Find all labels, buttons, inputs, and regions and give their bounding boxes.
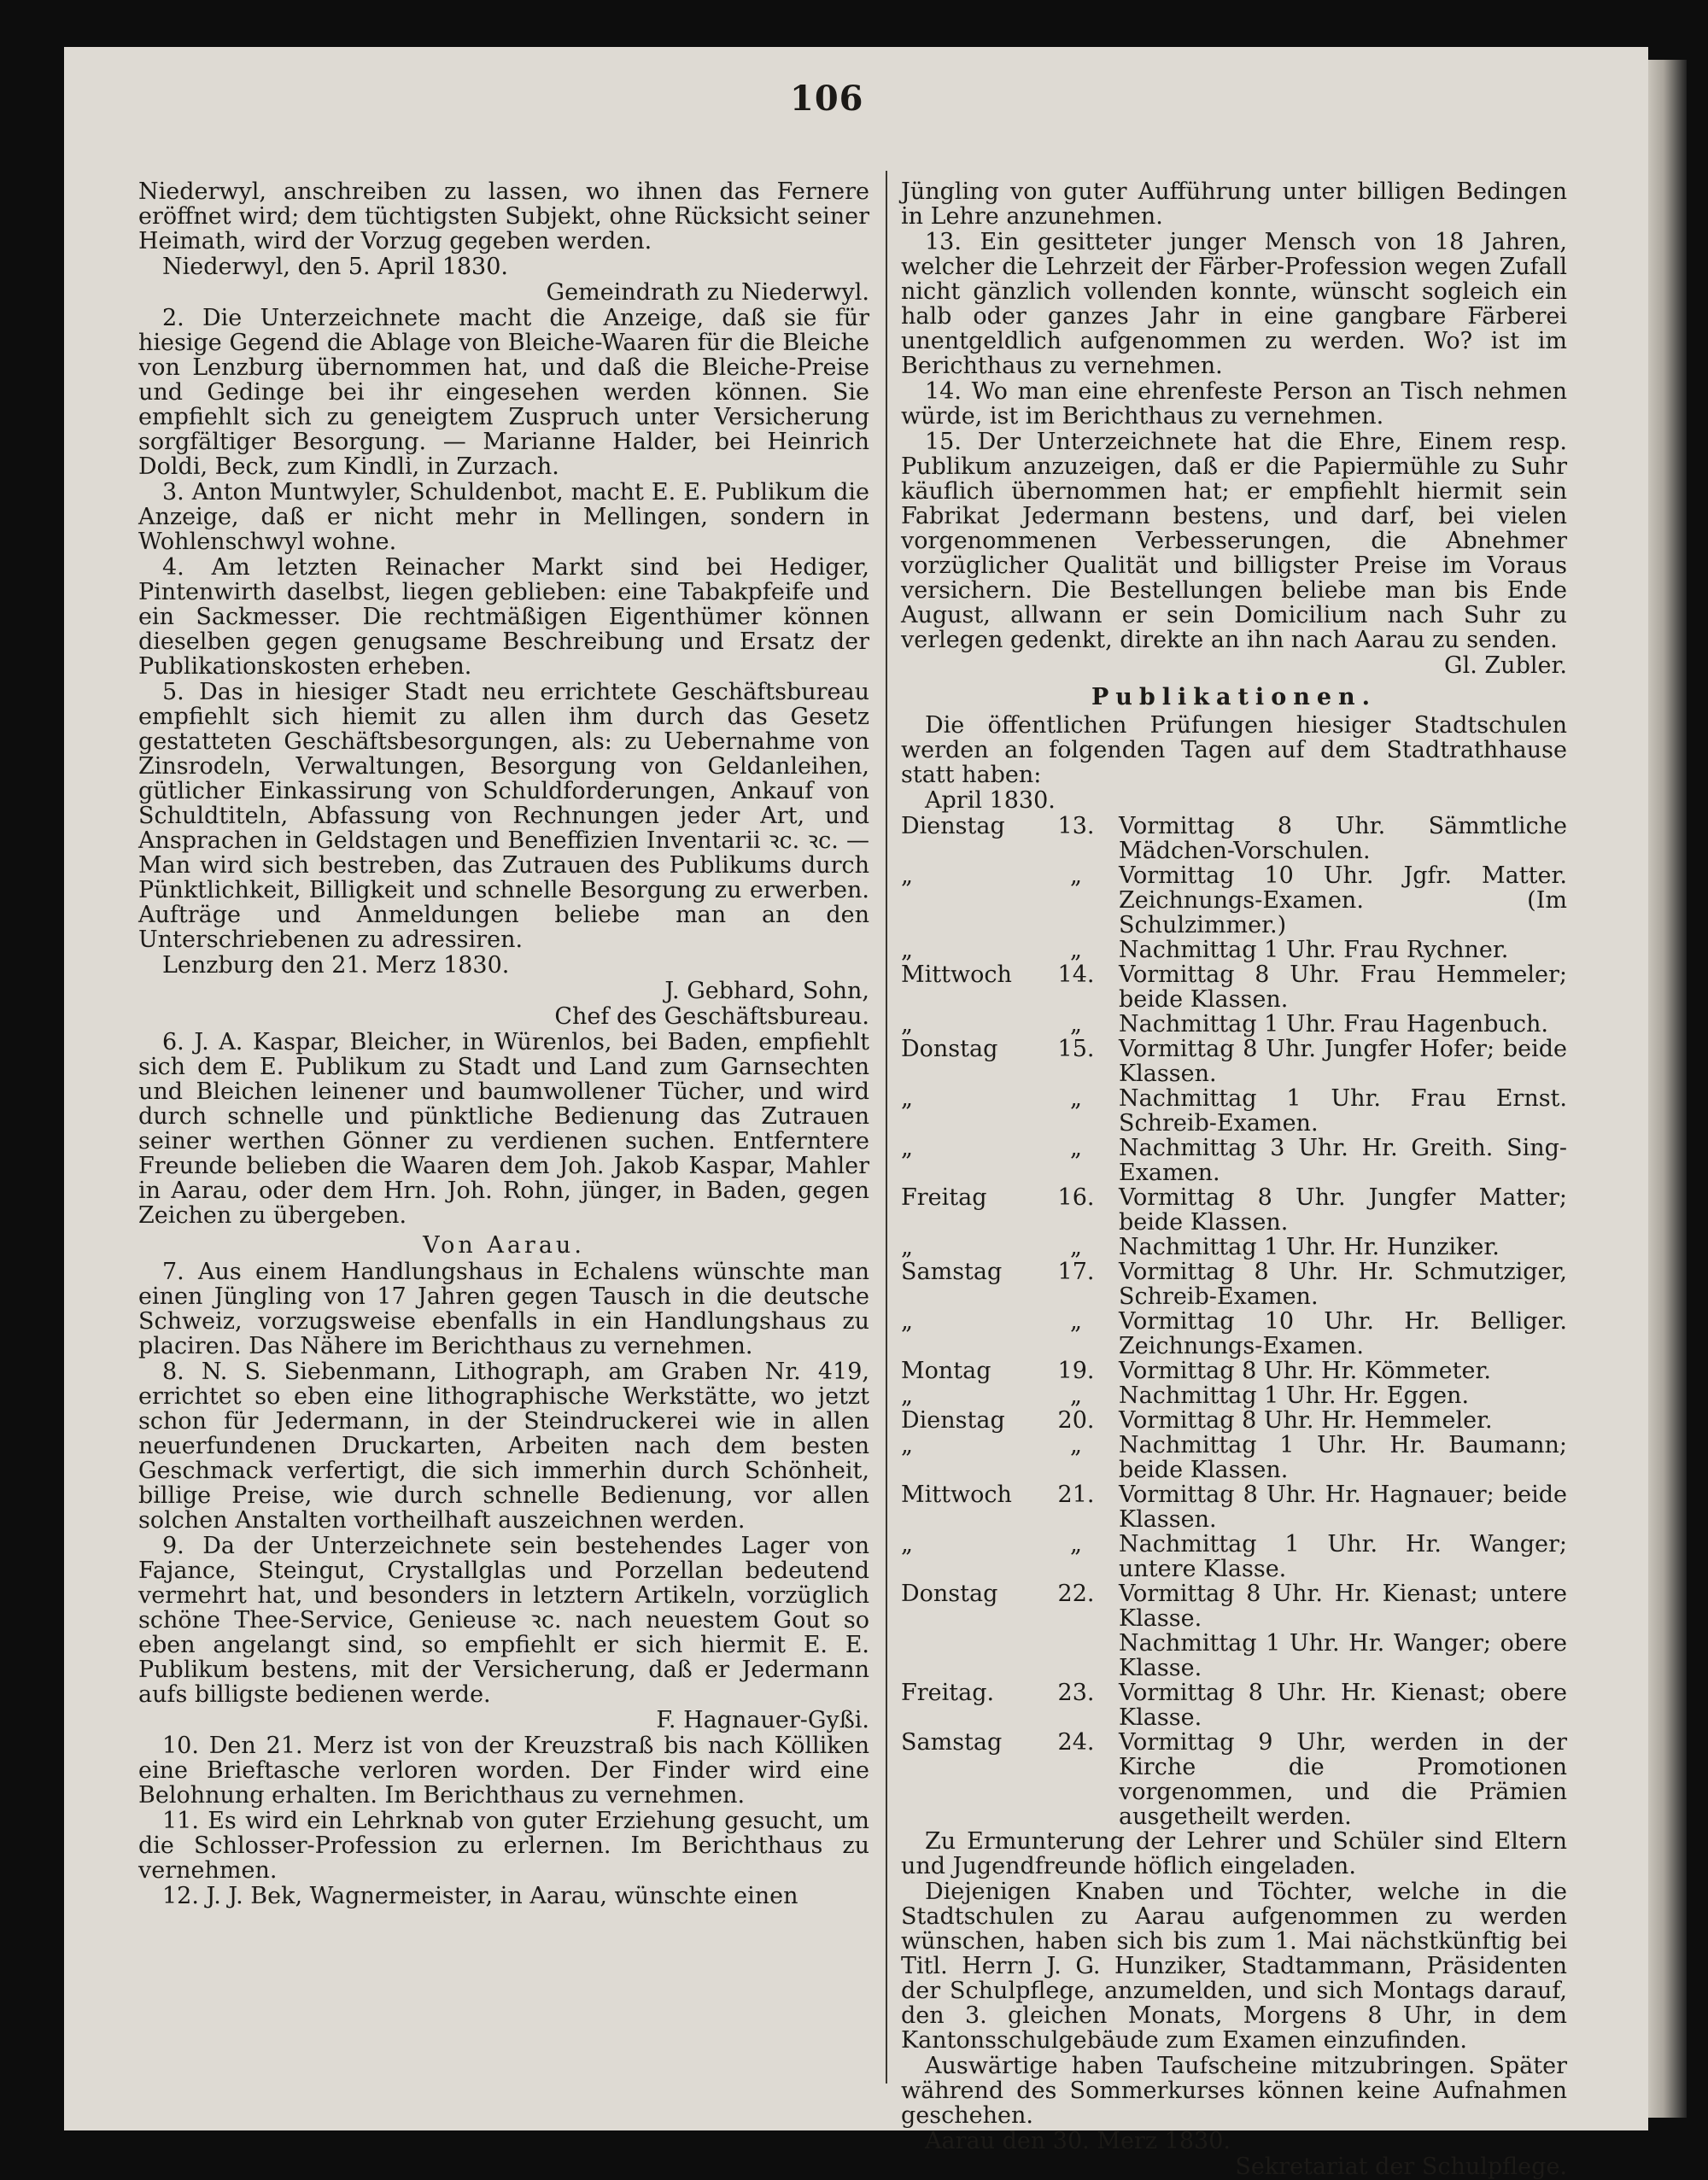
notice-paragraph: 7. Aus einem Handlungshaus in Echalens wünschte man einen Jüngling von 17 Jahren gegen Tausch in die deutsche Schweiz, vorzugsweise ebenfalls in ein Handlungshaus zu placiren. Das Nähere im Berichthaus zu vernehmen. xyxy=(138,1259,869,1359)
schedule-row xyxy=(901,1680,1567,1730)
schedule-date: „ xyxy=(1070,1531,1082,1558)
schedule-day: „ xyxy=(901,1011,913,1037)
schedule-entry: Nachmittag 1 Uhr. Hr. Baumann; beide Klassen. xyxy=(1119,1432,1567,1483)
schedule-day: Mittwoch xyxy=(901,1482,1012,1508)
schedule-row xyxy=(901,863,1567,938)
schedule-day: Dienstag xyxy=(901,813,1005,839)
schedule-row xyxy=(901,1136,1567,1185)
schedule-row xyxy=(901,1482,1567,1532)
schedule-entry: Vormittag 8 Uhr. Hr. Hagnauer; beide Klassen. xyxy=(1119,1482,1567,1533)
schedule-entry: Vormittag 8 Uhr. Hr. Schmutziger, Schreib-Examen. xyxy=(1119,1259,1567,1310)
schedule-entry: Nachmittag 1 Uhr. Frau Hagenbuch. xyxy=(1119,1011,1548,1037)
notice-paragraph: J. Gebhard, Sohn, xyxy=(664,978,869,1004)
right-column-closing xyxy=(901,1829,1567,2179)
schedule-date: „ xyxy=(1070,937,1082,963)
schedule-date: 19. xyxy=(1057,1358,1095,1384)
schedule-row xyxy=(901,1309,1567,1359)
page-number: 106 xyxy=(790,79,864,119)
notice-paragraph: 4. Am letzten Reinacher Markt sind bei Hediger, Pintenwirth daselbst, liegen geblieben: eine Tabakpfeife und ein Sackmesser. Die rechtmäßigen Eigenthümer können dieselben gegen genugsame Beschreibung und Ersatz der Publikationskosten erheben. xyxy=(138,554,869,680)
notice-paragraph: April 1830. xyxy=(925,787,1056,814)
schedule-date: „ xyxy=(1070,1085,1082,1112)
schedule-row xyxy=(901,1433,1567,1482)
schedule-day: Freitag xyxy=(901,1184,987,1211)
schedule-entry: Vormittag 8 Uhr. Hr. Kienast; untere Klasse. xyxy=(1119,1581,1567,1632)
schedule-day: Montag xyxy=(901,1358,991,1384)
notice-paragraph: Aarau den 30. Merz 1830. xyxy=(925,2128,1231,2154)
schedule-row xyxy=(901,1532,1567,1581)
schedule-row xyxy=(901,1359,1567,1383)
schedule-row xyxy=(901,962,1567,1012)
schedule-date: 13. xyxy=(1057,813,1095,839)
schedule-date: „ xyxy=(1070,1234,1082,1260)
schedule-entry: Vormittag 10 Uhr. Jgfr. Matter. Zeichnungs-Examen. (Im Schulzimmer.) xyxy=(1119,862,1567,938)
schedule-entry: Vormittag 8 Uhr. Jungfer Hofer; beide Klassen. xyxy=(1119,1036,1567,1087)
schedule-date: 17. xyxy=(1057,1259,1095,1285)
schedule-day: „ xyxy=(901,937,913,963)
schedule-date: 23. xyxy=(1057,1680,1095,1706)
schedule-date: 16. xyxy=(1057,1184,1095,1211)
schedule-date: „ xyxy=(1070,1135,1082,1161)
schedule-row xyxy=(901,1235,1567,1259)
schedule-entry: Vormittag 8 Uhr. Hr. Kömmeter. xyxy=(1119,1358,1491,1384)
notice-paragraph: Zu Ermunterung der Lehrer und Schüler sind Eltern und Jugendfreunde höflich eingeladen. xyxy=(901,1828,1567,1879)
schedule-entry: Nachmittag 1 Uhr. Hr. Hunziker. xyxy=(1119,1234,1500,1260)
notice-paragraph: 5. Das in hiesiger Stadt neu errichtete Geschäftsbureau empfiehlt sich hiemit zu allen ihm durch das Gesetz gestatteten Geschäftsbesorgungen, als: zu Uebernahme von Zinsrodeln, Verwaltungen, Besorgung von Geldanleihen, gütlicher Einkassirung von Schuldforderungen, Ankauf von Schuldtiteln, Abfassung von Rechnungen jeder Art, und Ansprachen in Geldstagen und Beneffizien Inventarii ꝛc. ꝛc. — Man wird sich bestreben, das Zutrauen des Publikums durch Pünktlichkeit, Billigkeit und schnelle Besorgung zu erwerben. Aufträge und Anmeldungen beliebe man an den Unterschriebenen zu adressiren. xyxy=(138,679,869,953)
schedule-day: „ xyxy=(901,1234,913,1260)
schedule-entry: Vormittag 10 Uhr. Hr. Belliger. Zeichnungs-Examen. xyxy=(1119,1308,1567,1359)
schedule-entry: Vormittag 8 Uhr. Frau Hemmeler; beide Klassen. xyxy=(1119,961,1567,1013)
notice-paragraph: Von Aarau. xyxy=(423,1232,585,1259)
schedule-entry: Nachmittag 3 Uhr. Hr. Greith. Sing-Examen. xyxy=(1119,1135,1567,1186)
notice-paragraph: Publikationen. xyxy=(1091,684,1378,710)
schedule-entry: Vormittag 9 Uhr, werden in der Kirche die Promotionen vorgenommen, und die Prämien ausgetheilt werden. xyxy=(1119,1729,1567,1830)
schedule-date: 24. xyxy=(1057,1729,1095,1756)
schedule-date: „ xyxy=(1070,1011,1082,1037)
schedule-day: „ xyxy=(901,1308,913,1335)
schedule-day: Samstag xyxy=(901,1259,1003,1285)
schedule-date: „ xyxy=(1070,1382,1082,1409)
notice-paragraph: Gemeindrath zu Niederwyl. xyxy=(546,279,869,306)
schedule-entry: Vormittag 8 Uhr. Sämmtliche Mädchen-Vorschulen. xyxy=(1119,813,1567,864)
schedule-entry: Nachmittag 1 Uhr. Hr. Wanger; untere Klasse. xyxy=(1119,1531,1567,1582)
notice-paragraph: Diejenigen Knaben und Töchter, welche in die Stadtschulen zu Aarau aufgenommen zu werden wünschen, haben sich bis zum 1. Mai nächstkünftig bei Titl. Herrn J. G. Hunziker, Stadtammann, Präsidenten der Schulpflege, anzumelden, und sich Montags darauf, den 3. gleichen Monats, Morgens 8 Uhr, in dem Kantonsschulgebäude zum Examen einzufinden. xyxy=(901,1879,1567,2054)
schedule-date: 21. xyxy=(1057,1482,1095,1508)
schedule-entry: Nachmittag 1 Uhr. Hr. Wanger; obere Klasse. xyxy=(1119,1630,1567,1681)
schedule-day: „ xyxy=(901,1085,913,1112)
notice-paragraph: Auswärtige haben Taufscheine mitzubringen. Später während des Sommerkurses können keine Aufnahmen geschehen. xyxy=(901,2053,1567,2129)
notice-paragraph: 12. J. J. Bek, Wagnermeister, in Aarau, wünschte einen xyxy=(162,1883,798,1909)
notice-paragraph: 9. Da der Unterzeichnete sein bestehendes Lager von Fajance, Steingut, Crystallglas und Porzellan bedeutend vermehrt hat, und besonders in letztern Artikeln, vorzüglich schöne Thee-Service, Genieuse ꝛc. nach neuestem Gout so eben angelangt sind, so empfiehlt er sich hiermit E. E. Publikum bestens, mit der Versicherung, daß er Jedermann aufs billigste bedienen werde. xyxy=(138,1533,869,1708)
schedule-day: Donstag xyxy=(901,1581,998,1607)
schedule-row xyxy=(901,1408,1567,1433)
notice-paragraph: Niederwyl, den 5. April 1830. xyxy=(162,254,508,280)
exam-schedule xyxy=(901,814,1567,1829)
column-divider xyxy=(886,171,887,2084)
schedule-day: Dienstag xyxy=(901,1407,1005,1434)
schedule-day: „ xyxy=(901,862,913,889)
schedule-date: „ xyxy=(1070,1308,1082,1335)
schedule-entry: Nachmittag 1 Uhr. Frau Ernst. Schreib-Examen. xyxy=(1119,1085,1567,1137)
schedule-date: „ xyxy=(1070,862,1082,889)
notice-paragraph: Sekretariat der Schulpflege. xyxy=(1235,2154,1567,2180)
schedule-date: 22. xyxy=(1057,1581,1095,1607)
notice-paragraph: 14. Wo man eine ehrenfeste Person an Tisch nehmen würde, ist im Berichthaus zu vernehmen. xyxy=(901,378,1567,430)
notice-paragraph: 15. Der Unterzeichnete hat die Ehre, Einem resp. Publikum anzuzeigen, daß er die Papiermühle zu Suhr käuflich übernommen hat; er empfiehlt hiermit sein Fabrikat Jedermann bestens, und darf, bei vielen vorgenommenen Verbesserungen, die Abnehmer vorzüglicher Qualität und billigster Preise im Voraus versichern. Die Bestellungen beliebe man bis Ende August, allwann er sein Domicilium nach Suhr zu verlegen gedenkt, direkte an ihn nach Aarau zu senden. xyxy=(901,429,1567,653)
page-edge xyxy=(1648,60,1687,2118)
schedule-date: 15. xyxy=(1057,1036,1095,1062)
notice-paragraph: 11. Es wird ein Lehrknab von guter Erziehung gesucht, um die Schlosser-Profession zu erlernen. Im Berichthaus zu vernehmen. xyxy=(138,1808,869,1884)
notice-paragraph: Gl. Zubler. xyxy=(1444,652,1567,679)
schedule-row xyxy=(901,1730,1567,1829)
right-column-notices xyxy=(901,179,1567,813)
notice-paragraph: Chef des Geschäftsbureau. xyxy=(554,1003,869,1030)
schedule-date: 14. xyxy=(1057,961,1095,988)
schedule-entry: Vormittag 8 Uhr. Hr. Kienast; obere Klasse. xyxy=(1119,1680,1567,1731)
notice-paragraph: 6. J. A. Kaspar, Bleicher, in Würenlos, bei Baden, empfiehlt sich dem E. Publikum zu Stadt und Land zum Garnsechten und Bleichen leinener und baumwollener Tücher, und wird durch schnelle und pünktliche Bedienung das Zutrauen seiner werthen Gönner zu verdienen suchen. Entferntere Freunde belieben die Waaren dem Joh. Jakob Kaspar, Mahler in Aarau, oder dem Hrn. Joh. Rohn, jünger, in Baden, gegen Zeichen zu übergeben. xyxy=(138,1029,869,1229)
schedule-day: „ xyxy=(901,1135,913,1161)
schedule-day: „ xyxy=(901,1382,913,1409)
schedule-row xyxy=(901,1631,1567,1680)
right-column xyxy=(901,179,1567,2180)
schedule-day: Samstag xyxy=(901,1729,1003,1756)
schedule-day: Mittwoch xyxy=(901,961,1012,988)
schedule-entry: Vormittag 8 Uhr. Hr. Hemmeler. xyxy=(1119,1407,1493,1434)
schedule-entry: Nachmittag 1 Uhr. Frau Rychner. xyxy=(1119,937,1509,963)
schedule-row xyxy=(901,1037,1567,1086)
schedule-row xyxy=(901,1185,1567,1235)
schedule-row xyxy=(901,1259,1567,1309)
notice-paragraph: F. Hagnauer-Gyßi. xyxy=(656,1707,869,1733)
schedule-entry: Nachmittag 1 Uhr. Hr. Eggen. xyxy=(1119,1382,1470,1409)
schedule-day: „ xyxy=(901,1432,913,1458)
notice-paragraph: 13. Ein gesitteter junger Mensch von 18 Jahren, welcher die Lehrzeit der Färber-Profession wegen Zufall nicht gänzlich vollenden konnte, wünscht sogleich ein halb oder ganzes Jahr in eine gangbare Färberei unentgeldlich aufgenommen zu werden. Wo? ist im Berichthaus zu vernehmen. xyxy=(901,229,1567,379)
notice-paragraph: 8. N. S. Siebenmann, Lithograph, am Graben Nr. 419, errichtet so eben eine lithographische Werkstätte, wo jetzt schon für Jedermann, in der Steindruckerei wie in allen neuerfundenen Druckarten, Arbeiten nach dem besten Geschmack verfertigt, die sich immerhin durch Schönheit, billige Preise, wie durch schnelle Bedienung, vor allen solchen Anstalten vortheilhaft auszeichnen werden. xyxy=(138,1359,869,1534)
schedule-day: Freitag. xyxy=(901,1680,995,1706)
schedule-row xyxy=(901,1086,1567,1136)
notice-paragraph: 3. Anton Muntwyler, Schuldenbot, macht E. E. Publikum die Anzeige, daß er nicht mehr in Mellingen, sondern in Wohlenschwyl wohne. xyxy=(138,479,869,555)
notice-paragraph: Die öffentlichen Prüfungen hiesiger Stadtschulen werden an folgenden Tagen auf dem Stadtrathhause statt haben: xyxy=(901,712,1567,788)
schedule-row xyxy=(901,938,1567,962)
schedule-row xyxy=(901,1581,1567,1631)
notice-paragraph: 2. Die Unterzeichnete macht die Anzeige, daß sie für hiesige Gegend die Ablage von Bleiche-Waaren für die Bleiche von Lenzburg übernommen hat, und daß die Bleiche-Preise und Gedinge bei ihr eingesehen werden können. Sie empfiehlt sich zu geneigtem Zuspruch unter Versicherung sorgfältiger Besorgung. — Marianne Halder, bei Heinrich Doldi, Beck, zum Kindli, in Zurzach. xyxy=(138,305,869,480)
schedule-day: Donstag xyxy=(901,1036,998,1062)
schedule-row xyxy=(901,1383,1567,1408)
schedule-row xyxy=(901,1012,1567,1037)
schedule-row xyxy=(901,814,1567,863)
schedule-date: 20. xyxy=(1057,1407,1095,1434)
schedule-day: „ xyxy=(901,1531,913,1558)
schedule-entry: Vormittag 8 Uhr. Jungfer Matter; beide Klassen. xyxy=(1119,1184,1567,1236)
left-column xyxy=(138,179,869,1909)
notice-paragraph: Jüngling von guter Aufführung unter billigen Bedingen in Lehre anzunehmen. xyxy=(901,178,1567,230)
schedule-date: „ xyxy=(1070,1432,1082,1458)
notice-paragraph: Lenzburg den 21. Merz 1830. xyxy=(162,952,510,979)
notice-paragraph: 10. Den 21. Merz ist von der Kreuzstraß bis nach Kölliken eine Brieftasche verloren worden. Der Finder wird eine Belohnung erhalten. Im Berichthaus zu vernehmen. xyxy=(138,1733,869,1809)
notice-paragraph: Niederwyl, anschreiben zu lassen, wo ihnen das Fernere eröffnet wird; dem tüchtigsten Subjekt, ohne Rücksicht seiner Heimath, wird der Vorzug gegeben werden. xyxy=(138,178,869,254)
